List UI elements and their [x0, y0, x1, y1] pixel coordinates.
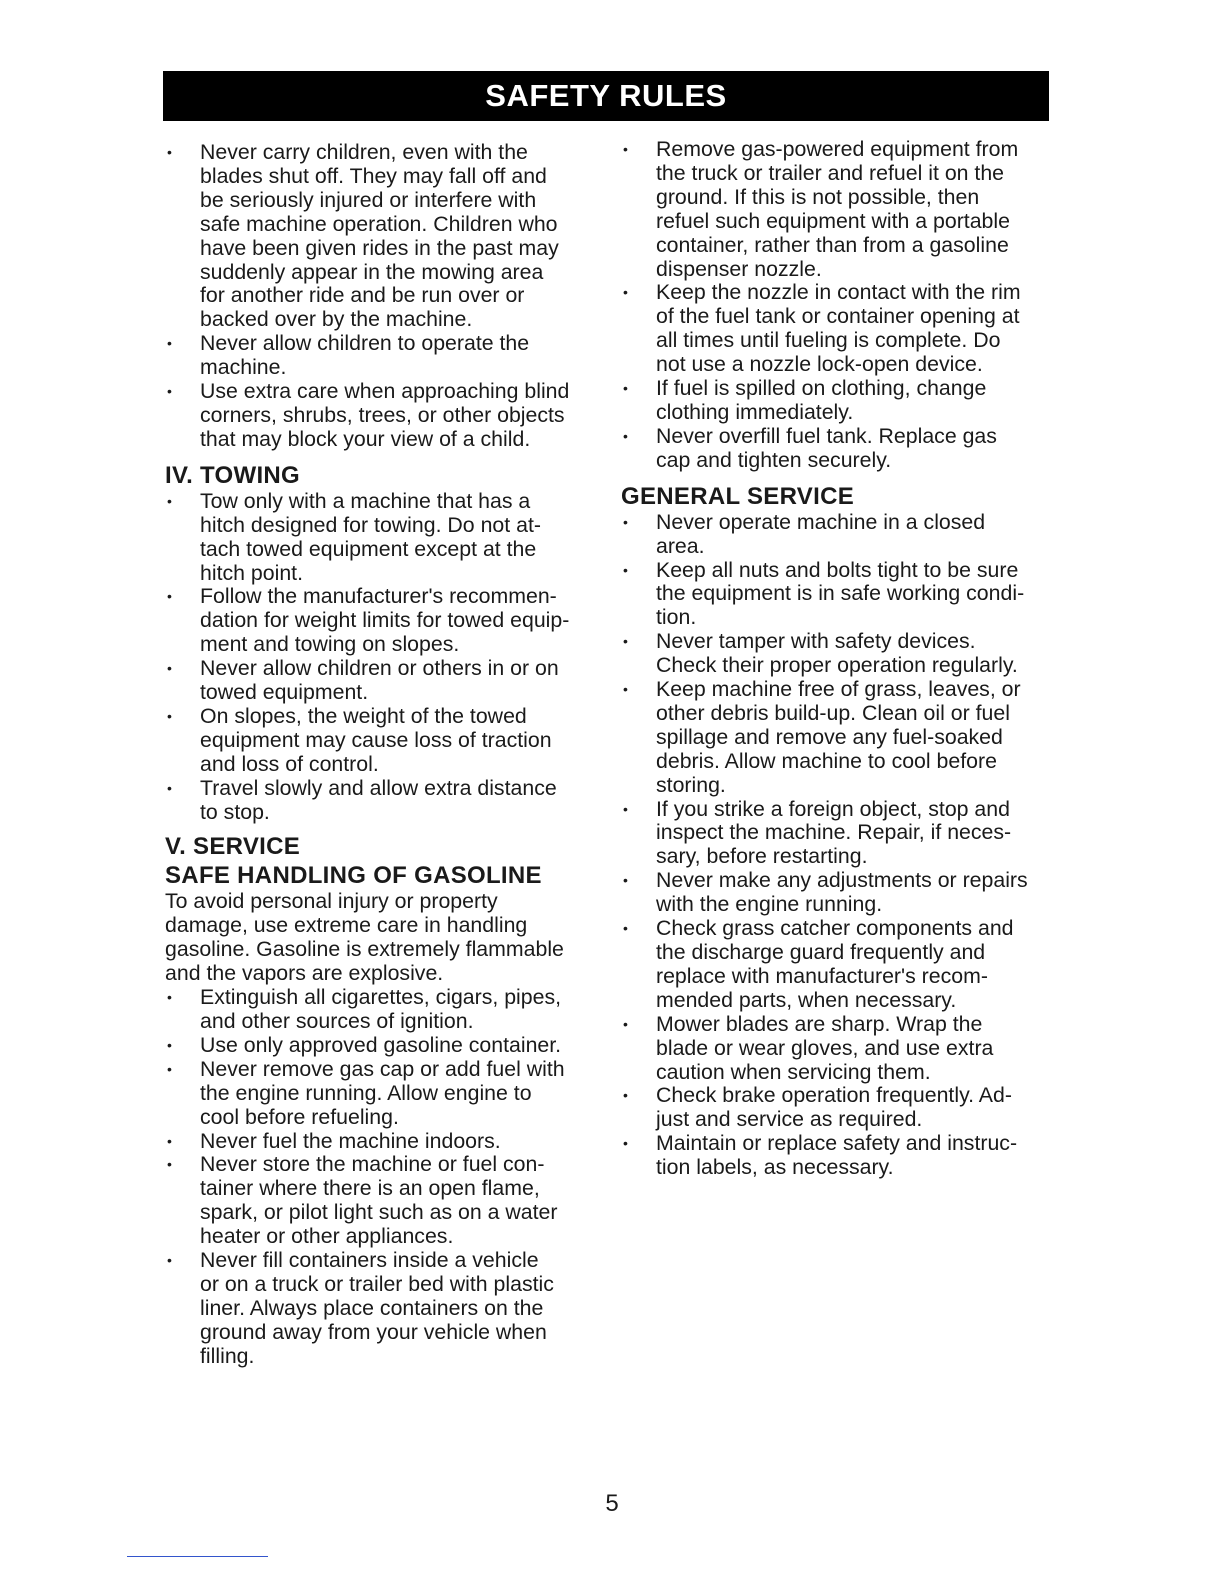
bullet-icon: •	[623, 513, 628, 530]
bullet-icon: •	[167, 1036, 172, 1053]
list-item-text: Tow only with a machine that has a hitch designed for towing. Do not at- tach towed equipment except at the hitch point.	[200, 488, 541, 585]
bullet-icon: •	[623, 1135, 628, 1152]
bullet-icon: •	[167, 588, 172, 605]
list-item-text: Never make any adjustments or repairs with the engine running.	[656, 868, 1028, 917]
list-item	[621, 559, 1053, 631]
list-item-text: Keep the nozzle in contact with the rim of the fuel tank or container opening at all times until fueling is complete. Do not use a nozzle lock-open device.	[656, 280, 1021, 377]
list-item	[621, 425, 1053, 473]
list-item-text: Keep all nuts and bolts tight to be sure the equipment is in safe working condi- tion.	[656, 557, 1025, 630]
list-item	[621, 281, 1053, 377]
list-item	[165, 332, 595, 380]
bullet-icon: •	[623, 920, 628, 937]
list-item-text: Use only approved gasoline container.	[200, 1032, 562, 1057]
list-item	[165, 657, 595, 705]
list-item-text: Remove gas-powered equipment from the truck or trailer and refuel it on the ground. If this is not possible, then refuel such equipment with a portable container, rather than from a gasoline dispenser nozzle.	[656, 137, 1019, 281]
list-item-text: If fuel is spilled on clothing, change clothing immediately.	[656, 376, 987, 424]
list-item-text: Keep machine free of grass, leaves, or other debris build-up. Clean oil or fuel spillage and remove any fuel-soaked debris. Allow machine to cool before storing.	[656, 677, 1021, 797]
service-heading: V. SERVICE	[165, 833, 301, 861]
list-item-text: Follow the manufacturer's recommen- dation for weight limits for towed equip- ment and towing on slopes.	[200, 584, 570, 657]
gasoline-heading: SAFE HANDLING OF GASOLINE	[165, 862, 542, 890]
bullet-icon: •	[623, 427, 628, 444]
page-title-banner: SAFETY RULES	[163, 71, 1049, 121]
bullet-icon: •	[623, 681, 628, 698]
list-item	[621, 798, 1053, 870]
list-item-text: If you strike a foreign object, stop and inspect the machine. Repair, if neces- sary, before restarting.	[656, 796, 1012, 869]
list-item-text: Never carry children, even with the blades shut off. They may fall off and be seriously injured or interfere with safe machine operation. Children who have been given rides in the past may suddenly appear in the mowing area for another ride and be run over or backed over by the machine.	[200, 140, 559, 332]
list-item	[165, 777, 595, 825]
towing-heading: IV. TOWING	[165, 461, 301, 489]
page-number: 5	[605, 1490, 619, 1517]
list-item	[165, 1130, 595, 1154]
bullet-icon: •	[167, 1252, 172, 1269]
bullet-icon: •	[167, 492, 172, 509]
list-item-text: Never allow children or others in or on towed equipment.	[200, 656, 559, 705]
list-item-text: Maintain or replace safety and instruc- tion labels, as necessary.	[656, 1131, 1018, 1180]
list-item-text: Check grass catcher components and the discharge guard frequently and replace with manufacturer's recom- mended parts, when necessary.	[656, 916, 1014, 1012]
bullet-icon: •	[623, 633, 628, 650]
bullet-icon: •	[167, 144, 172, 160]
list-item	[621, 511, 1053, 559]
list-item-text: Never tamper with safety devices. Check their proper operation regularly.	[656, 629, 1018, 678]
list-item	[621, 1084, 1053, 1132]
list-item-text: Never operate machine in a closed area.	[656, 509, 986, 558]
gasoline-intro: To avoid personal injury or property damage, use extreme care in handling gasoline. Gasoline is extremely flammable and the vapors are explosive.	[165, 889, 564, 986]
bullet-icon: •	[167, 660, 172, 677]
general-service-list	[621, 511, 1053, 1180]
list-item	[165, 986, 595, 1034]
list-item	[165, 380, 595, 452]
general-service-heading: GENERAL SERVICE	[621, 482, 855, 510]
list-item	[621, 917, 1053, 1013]
list-item	[165, 1153, 595, 1249]
list-item-text: Never store the machine or fuel con- tainer where there is an open flame, spark, or pilot light such as on a water heater or other appliances.	[200, 1152, 558, 1249]
towing-list	[165, 490, 595, 825]
refueling-list	[621, 138, 1053, 473]
list-item	[165, 490, 595, 586]
footer-rule	[127, 1556, 268, 1557]
bullet-icon: •	[167, 1156, 172, 1173]
list-item	[165, 1249, 595, 1369]
list-item-text: Check brake operation frequently. Ad- just and service as required.	[656, 1083, 1012, 1132]
list-item-text: Never overfill fuel tank. Replace gas cap and tighten securely.	[656, 423, 997, 472]
gasoline-list	[165, 986, 595, 1369]
bullet-icon: •	[167, 989, 172, 1006]
list-item	[621, 138, 1053, 281]
list-item	[165, 705, 595, 777]
left-column	[165, 138, 595, 1369]
bullet-icon: •	[623, 800, 628, 817]
bullet-icon: •	[167, 1060, 172, 1077]
list-item	[165, 1034, 595, 1058]
list-item	[165, 585, 595, 657]
bullet-icon: •	[623, 380, 628, 397]
bullet-icon: •	[167, 335, 172, 352]
bullet-icon: •	[623, 561, 628, 578]
bullet-icon: •	[167, 1132, 172, 1149]
bullet-icon: •	[167, 707, 172, 724]
list-item	[165, 1058, 595, 1130]
list-item	[621, 1132, 1053, 1180]
right-column	[621, 138, 1053, 1180]
list-item-text: On slopes, the weight of the towed equipment may cause loss of traction and loss of control.	[200, 703, 552, 776]
list-item	[621, 630, 1053, 678]
list-item	[165, 141, 595, 332]
children-safety-list	[165, 141, 595, 452]
bullet-icon: •	[623, 1087, 628, 1104]
bullet-icon: •	[623, 1015, 628, 1032]
list-item-text: Mower blades are sharp. Wrap the blade or wear gloves, and use extra caution when servicing them.	[656, 1011, 994, 1084]
list-item	[621, 678, 1053, 798]
bullet-icon: •	[167, 779, 172, 796]
bullet-icon: •	[167, 383, 172, 400]
list-item-text: Never fuel the machine indoors.	[200, 1128, 501, 1153]
list-item-text: Travel slowly and allow extra distance to stop.	[200, 775, 557, 824]
bullet-icon: •	[623, 284, 628, 301]
list-item	[621, 377, 1053, 425]
bullet-icon: •	[623, 872, 628, 889]
list-item-text: Never remove gas cap or add fuel with the engine running. Allow engine to cool before refueling.	[200, 1056, 565, 1129]
list-item-text: Never fill containers inside a vehicle or on a truck or trailer bed with plastic liner. Always place containers on the ground away from your vehicle when filling.	[200, 1248, 554, 1368]
list-item-text: Extinguish all cigarettes, cigars, pipes, and other sources of ignition.	[200, 985, 562, 1033]
list-item	[621, 869, 1053, 917]
list-item-text: Never allow children to operate the machine.	[200, 331, 530, 380]
list-item	[621, 1013, 1053, 1085]
list-item-text: Use extra care when approaching blind corners, shrubs, trees, or other objects that may block your view of a child.	[200, 379, 570, 451]
bullet-icon: •	[623, 141, 628, 157]
